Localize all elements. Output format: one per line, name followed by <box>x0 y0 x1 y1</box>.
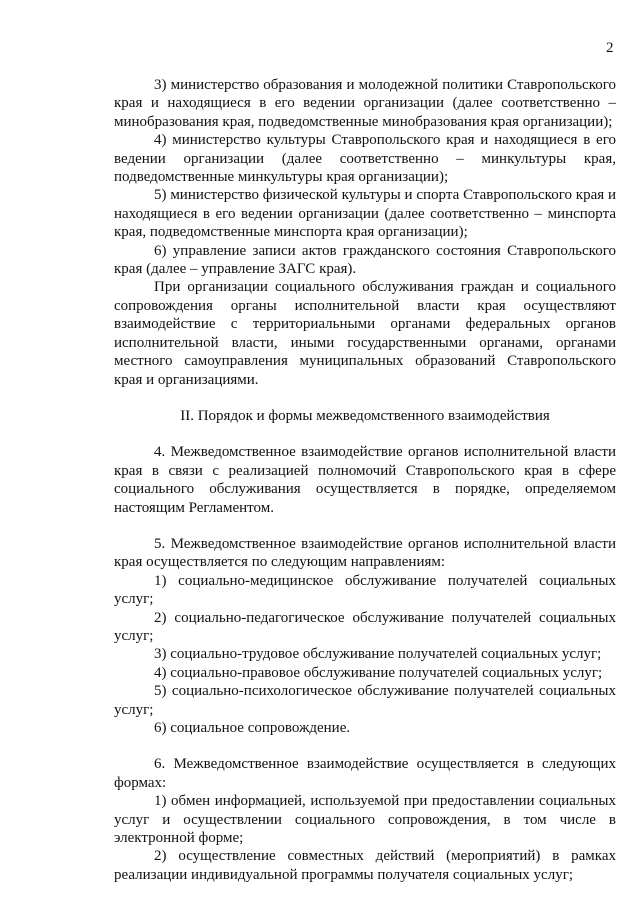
list-item-ministry-sport: 5) министерство физической культуры и спорта Ставропольского края и находящиеся в его ведении организации (далее соответственно – минспорта края, подведомственные минспорта края организации); <box>114 187 616 241</box>
point-6-intro: 6. Межведомственное взаимодействие осуществляется в следующих формах: <box>114 756 616 791</box>
section-heading: II. Порядок и формы межведомственного взаимодействия <box>180 407 550 424</box>
list-item-zags: 6) управление записи актов гражданского состояния Ставропольского края (далее – управление ЗАГС края). <box>114 242 616 278</box>
point-5-item: 3) социально-трудовое обслуживание получателей социальных услуг; <box>154 646 602 663</box>
point-5-item: 4) социально-правовое обслуживание получателей социальных услуг; <box>154 664 603 681</box>
list-item-ministry-education: 3) министерство образования и молодежной политики Ставропольского края и находящиеся в его ведении организации (далее соответственно – минобразования края, подведомственные минобразования края организации); <box>114 77 616 130</box>
paragraph-cooperation: При организации социального обслуживания граждан и социального сопровождения органы исполнительной власти края осуществляют взаимодействие с территориальными органами федеральных органов исполнительной власти, иными государственными органами, органами местного самоуправления муниципальных образований Ставропольского края и организациями. <box>114 279 616 388</box>
point-6-item: 2) осуществление совместных действий (мероприятий) в рамках реализации индивидуальной программы получателя социальных услуг; <box>114 848 616 883</box>
point-5-item: 2) социально-педагогическое обслуживание получателей социальных услуг; <box>114 609 616 644</box>
point-5-item: 5) социально-психологическое обслуживание получателей социальных услуг; <box>114 683 616 718</box>
document-body <box>114 76 616 884</box>
page-number: 2 <box>606 40 614 56</box>
point-6-item: 1) обмен информацией, используемой при предоставлении социальных услуг и осуществлении социального сопровождения, в том числе в электронной форме; <box>114 793 616 847</box>
point-5-item: 6) социальное сопровождение. <box>154 720 351 736</box>
point-5-item: 1) социально-медицинское обслуживание получателей социальных услуг; <box>114 572 616 608</box>
list-item-ministry-culture: 4) министерство культуры Ставропольского края и находящиеся в его ведении организации (далее соответственно – минкультуры края, подведомственные минкультуры края организации); <box>114 132 616 186</box>
point-4: 4. Межведомственное взаимодействие органов исполнительной власти края в связи с реализацией полномочий Ставропольского края в сфере социального обслуживания осуществляется в порядке, определяемом настоящим Регламентом. <box>114 444 616 516</box>
point-5-intro: 5. Межведомственное взаимодействие органов исполнительной власти края осуществляется по следующим направлениям: <box>114 535 616 571</box>
